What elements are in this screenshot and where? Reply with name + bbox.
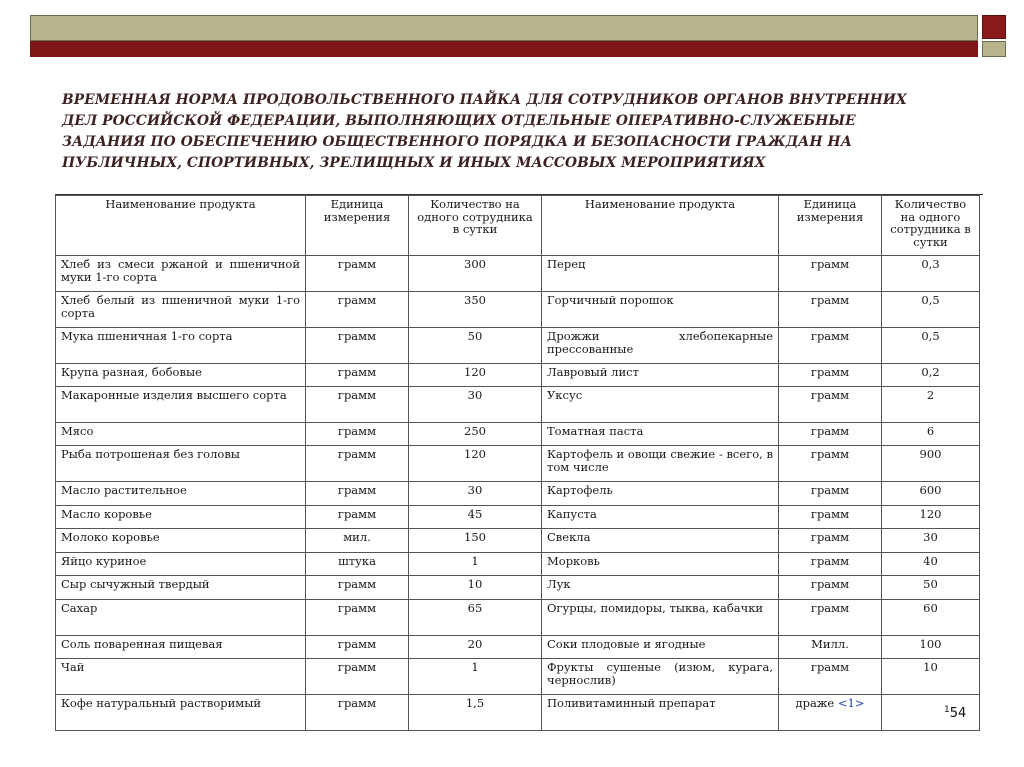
right-unit: грамм [779, 482, 882, 506]
left-product: Крупа разная, бобовые [56, 364, 306, 387]
left-quantity: 10 [409, 576, 542, 600]
table-row [56, 364, 980, 387]
right-quantity: 60 [882, 600, 980, 636]
slide-title: ВРЕМЕННАЯ НОРМА ПРОДОВОЛЬСТВЕННОГО ПАЙКА ДЛЯ СОТРУДНИКОВ ОРГАНОВ ВНУТРЕННИХ ДЕЛ РОССИЙСКОЙ ФЕДЕРАЦИИ, ВЫПОЛНЯЮЩИХ ОТДЕЛЬНЫЕ ОПЕРАТИВНО-СЛУЖЕБНЫЕ ЗАДАНИЯ ПО ОБЕСПЕЧЕНИЮ ОБЩЕСТВЕННОГО ПОРЯДКА И БЕЗОПАСНОСТИ ГРАЖДАН НА ПУБЛИЧНЫХ, СПОРТИВНЫХ, ЗРЕЛИЩНЫХ И ИНЫХ МАССОВЫХ МЕРОПРИЯТИЯХ [62, 92, 907, 171]
header-product-left: Наименование продукта [56, 196, 306, 256]
table-row [56, 636, 980, 659]
table-row [56, 506, 980, 529]
left-unit: грамм [306, 446, 409, 482]
left-quantity: 350 [409, 292, 542, 328]
right-unit: грамм [779, 553, 882, 576]
header-unit-right: Единица измерения [779, 196, 882, 256]
header-quantity-right: Количество на одного сотрудника в сутки [882, 196, 980, 256]
right-quantity: 40 [882, 553, 980, 576]
table-row [56, 695, 980, 731]
right-unit: грамм [779, 292, 882, 328]
right-product: Лавровый лист [542, 364, 779, 387]
left-quantity: 50 [409, 328, 542, 364]
right-product: Соки плодовые и ягодные [542, 636, 779, 659]
left-unit: грамм [306, 387, 409, 423]
footnote-reference[interactable]: <1> [837, 696, 865, 710]
left-quantity: 120 [409, 364, 542, 387]
right-product: Поливитаминный препарат [542, 695, 779, 731]
left-product: Соль поваренная пищевая [56, 636, 306, 659]
right-product: Капуста [542, 506, 779, 529]
header-unit-left: Единица измерения [306, 196, 409, 256]
right-product: Горчичный порошок [542, 292, 779, 328]
left-unit: грамм [306, 506, 409, 529]
corner-olive-square [982, 41, 1006, 57]
right-product: Фрукты сушеные (изюм, курага, чернослив) [542, 659, 779, 695]
left-unit: грамм [306, 659, 409, 695]
left-unit: мил. [306, 529, 409, 553]
right-unit: грамм [779, 600, 882, 636]
left-quantity: 65 [409, 600, 542, 636]
left-unit: грамм [306, 576, 409, 600]
right-unit: грамм [779, 364, 882, 387]
right-unit: Милл. [779, 636, 882, 659]
right-quantity: 30 [882, 529, 980, 553]
page-number [944, 706, 966, 721]
page-number-marker: 1 [944, 705, 950, 715]
left-quantity: 30 [409, 482, 542, 506]
left-unit: штука [306, 553, 409, 576]
right-unit: грамм [779, 423, 882, 446]
right-unit: грамм [779, 328, 882, 364]
left-quantity: 250 [409, 423, 542, 446]
left-unit: грамм [306, 482, 409, 506]
left-product: Мука пшеничная 1-го сорта [56, 328, 306, 364]
table-row [56, 256, 980, 292]
right-product: Картофель и овощи свежие - всего, в том числе [542, 446, 779, 482]
left-quantity: 20 [409, 636, 542, 659]
left-product: Хлеб белый из пшеничной муки 1-го сорта [56, 292, 306, 328]
left-quantity: 30 [409, 387, 542, 423]
left-product: Яйцо куриное [56, 553, 306, 576]
right-unit: грамм [779, 387, 882, 423]
left-quantity: 1 [409, 659, 542, 695]
right-unit: грамм [779, 659, 882, 695]
left-unit: грамм [306, 423, 409, 446]
left-product: Масло коровье [56, 506, 306, 529]
table-row [56, 659, 980, 695]
right-quantity: 600 [882, 482, 980, 506]
right-unit [779, 695, 882, 731]
right-unit: грамм [779, 506, 882, 529]
right-quantity: 0,5 [882, 292, 980, 328]
right-quantity: 0,3 [882, 256, 980, 292]
left-unit: грамм [306, 364, 409, 387]
left-quantity: 1,5 [409, 695, 542, 731]
right-product: Уксус [542, 387, 779, 423]
right-quantity: 900 [882, 446, 980, 482]
left-quantity: 120 [409, 446, 542, 482]
table-header-row [56, 196, 980, 256]
left-product: Рыба потрошеная без головы [56, 446, 306, 482]
left-product: Сахар [56, 600, 306, 636]
page-number-value: 54 [949, 706, 967, 721]
right-unit: грамм [779, 256, 882, 292]
right-unit: грамм [779, 576, 882, 600]
right-product: Лук [542, 576, 779, 600]
table-row [56, 600, 980, 636]
left-unit: грамм [306, 600, 409, 636]
right-quantity: 120 [882, 506, 980, 529]
right-quantity: 0,2 [882, 364, 980, 387]
header-olive-bar [30, 15, 978, 41]
left-unit: грамм [306, 292, 409, 328]
right-unit: грамм [779, 446, 882, 482]
right-unit-text: драже [795, 696, 835, 710]
table-row [56, 529, 980, 553]
corner-red-square [982, 15, 1006, 39]
left-product: Хлеб из смеси ржаной и пшеничной муки 1-го сорта [56, 256, 306, 292]
header-product-right: Наименование продукта [542, 196, 779, 256]
left-product: Мясо [56, 423, 306, 446]
left-unit: грамм [306, 328, 409, 364]
left-product: Чай [56, 659, 306, 695]
table-row [56, 576, 980, 600]
right-quantity: 100 [882, 636, 980, 659]
left-product: Масло растительное [56, 482, 306, 506]
left-unit: грамм [306, 636, 409, 659]
right-product: Дрожжи хлебопекарные прессованные [542, 328, 779, 364]
left-quantity: 45 [409, 506, 542, 529]
right-quantity: 2 [882, 387, 980, 423]
right-quantity: 0,5 [882, 328, 980, 364]
right-quantity: 50 [882, 576, 980, 600]
right-product: Свекла [542, 529, 779, 553]
table-row [56, 482, 980, 506]
table-row [56, 423, 980, 446]
left-product: Кофе натуральный растворимый [56, 695, 306, 731]
left-quantity: 150 [409, 529, 542, 553]
table-row [56, 292, 980, 328]
header-red-bar [30, 41, 978, 57]
right-product: Огурцы, помидоры, тыква, кабачки [542, 600, 779, 636]
left-product: Молоко коровье [56, 529, 306, 553]
ration-table [55, 195, 980, 731]
left-quantity: 300 [409, 256, 542, 292]
header-quantity-left: Количество на одного сотрудника в сутки [409, 196, 542, 256]
table-row [56, 387, 980, 423]
table-row [56, 553, 980, 576]
right-product: Морковь [542, 553, 779, 576]
left-product: Сыр сычужный твердый [56, 576, 306, 600]
left-product: Макаронные изделия высшего сорта [56, 387, 306, 423]
right-product: Перец [542, 256, 779, 292]
right-unit: грамм [779, 529, 882, 553]
right-quantity: 6 [882, 423, 980, 446]
right-product: Картофель [542, 482, 779, 506]
left-quantity: 1 [409, 553, 542, 576]
right-product: Томатная паста [542, 423, 779, 446]
left-unit: грамм [306, 256, 409, 292]
left-unit: грамм [306, 695, 409, 731]
table-row [56, 446, 980, 482]
right-quantity: 10 [882, 659, 980, 695]
table-row [56, 328, 980, 364]
